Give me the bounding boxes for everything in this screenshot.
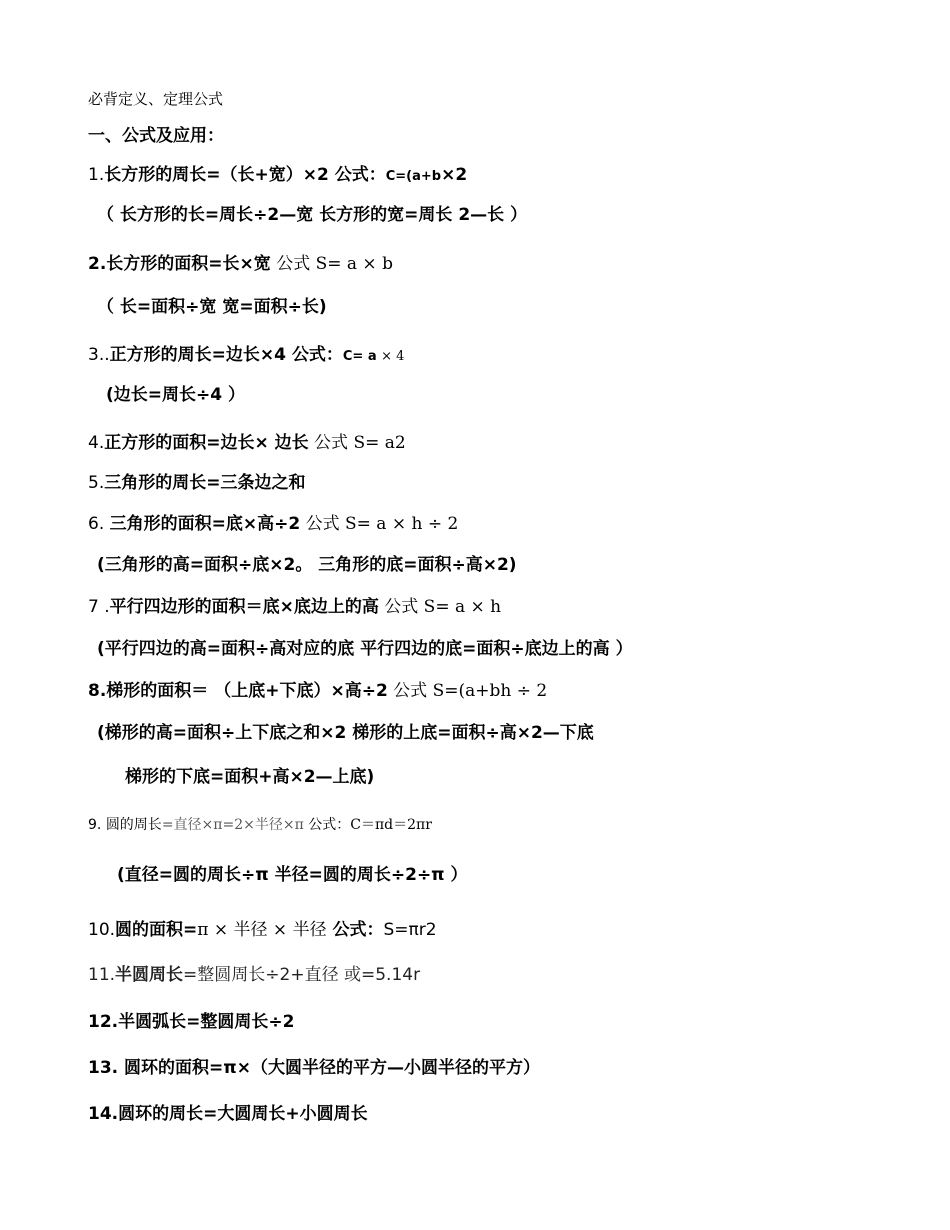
item-number: 7 . — [88, 597, 110, 617]
formula-expression: 公式 S= a × b — [270, 254, 393, 274]
formula-text: 长方形的面积=长×宽 — [106, 254, 271, 274]
note-text: (平行四边的高=面积÷高对应的底 平行四边的底=面积÷底边上的高 ） — [97, 639, 633, 659]
formula-item-9 — [88, 814, 432, 836]
formula-label: 公式： — [326, 920, 384, 940]
item-number: 9. — [88, 817, 106, 833]
formula-item-13 — [88, 1057, 540, 1079]
item-number: 3.. — [88, 345, 110, 365]
section-heading-text: 一、公式及应用： — [88, 126, 224, 146]
formula-item-8 — [88, 680, 547, 702]
formula-item-3 — [88, 344, 404, 368]
formula-text: 半圆周长 — [115, 965, 184, 985]
formula-item-4 — [88, 432, 406, 454]
formula-note-9 — [117, 864, 468, 886]
document-title — [88, 88, 223, 110]
document-title-text: 必背定义、定理公式 — [88, 90, 224, 108]
note-text: (梯形的高=面积÷上下底之和×2 梯形的上底=面积÷高×2—下底 — [97, 723, 594, 743]
formula-text: 正方形的周长=边长×4 公式： — [109, 345, 343, 365]
formula-expression: 公式 S= a × h ÷ 2 — [300, 514, 459, 534]
item-number: 4. — [88, 433, 105, 453]
formula-item-5 — [88, 472, 305, 494]
formula-expression: =整圆周长÷2+直径 或=5.14r — [183, 965, 421, 985]
formula-text: 圆环的周长=大圆周长+小圆周长 — [118, 1104, 368, 1124]
formula-text: 13. 圆环的面积=π×（大圆半径的平方—小圆半径的平方） — [88, 1058, 540, 1078]
formula-result: S=πr2 — [383, 920, 437, 940]
item-number: 1. — [88, 165, 105, 185]
formula-text: 三角形的面积=底×高÷2 — [109, 514, 301, 534]
formula-expression: 公式 S= a × h — [378, 597, 502, 617]
item-number: 14. — [88, 1104, 119, 1124]
formula-note-8b — [125, 766, 374, 788]
formula-item-6 — [88, 513, 458, 535]
note-text: （ 长方形的长=周长÷2—宽 长方形的宽=周长 2—长 ） — [97, 205, 528, 225]
formula-item-12 — [88, 1011, 294, 1033]
formula-note-2 — [97, 296, 327, 318]
formula-item-7 — [88, 596, 501, 618]
section-heading — [88, 125, 224, 147]
formula-text: 圆的周长 — [105, 817, 162, 833]
formula-note-1 — [97, 204, 527, 226]
formula-expression: =直径×π=2×半径×π — [161, 817, 304, 833]
note-text: (三角形的高=面积÷底×2。 三角形的底=面积÷高×2) — [97, 555, 517, 575]
formula-text: 梯形的面积＝ （上底+下底）×高÷2 — [106, 681, 388, 701]
formula-expression-tail: × 4 — [381, 349, 405, 364]
formula-text: 圆的面积= — [115, 920, 198, 940]
formula-text: 正方形的面积=边长× 边长 — [104, 433, 309, 453]
note-text: （ 长=面积÷宽 宽=面积÷长) — [97, 297, 327, 317]
formula-expression-tail: ×2 — [441, 165, 468, 185]
formula-item-1 — [88, 164, 467, 188]
formula-expression-tail: 公式：C＝πd＝2πr — [303, 817, 432, 833]
formula-note-3 — [106, 384, 245, 406]
note-text: (直径=圆的周长÷π 半径=圆的周长÷2÷π ） — [117, 865, 468, 885]
formula-note-8 — [97, 722, 594, 744]
item-number: 8. — [88, 681, 107, 701]
formula-text: 平行四边形的面积＝底×底边上的高 — [109, 597, 379, 617]
note-text: (边长=周长÷4 ） — [106, 385, 246, 405]
item-number: 11. — [88, 965, 116, 985]
note-text: 梯形的下底=面积+高×2—上底) — [125, 767, 375, 787]
formula-expression: C= a — [342, 349, 382, 364]
item-number: 5. — [88, 473, 105, 493]
item-number: 6. — [88, 514, 110, 534]
formula-note-6 — [97, 554, 517, 576]
formula-item-2 — [88, 253, 393, 275]
formula-expression: 公式 S=(a+bh ÷ 2 — [387, 681, 548, 701]
formula-expression: π × 半径 × 半径 — [197, 920, 327, 940]
formula-item-11 — [88, 964, 420, 986]
formula-item-10 — [88, 919, 437, 941]
formula-item-14 — [88, 1103, 368, 1125]
item-number: 2. — [88, 254, 107, 274]
formula-expression: C=(a+b — [385, 169, 442, 184]
formula-text: 12.半圆弧长=整圆周长÷2 — [88, 1012, 295, 1032]
formula-expression: 公式 S= a2 — [308, 433, 406, 453]
formula-note-7 — [97, 638, 633, 660]
formula-text: 三角形的周长=三条边之和 — [104, 473, 306, 493]
item-number: 10. — [88, 920, 116, 940]
formula-text: 长方形的周长=（长+宽）×2 公式： — [104, 165, 386, 185]
